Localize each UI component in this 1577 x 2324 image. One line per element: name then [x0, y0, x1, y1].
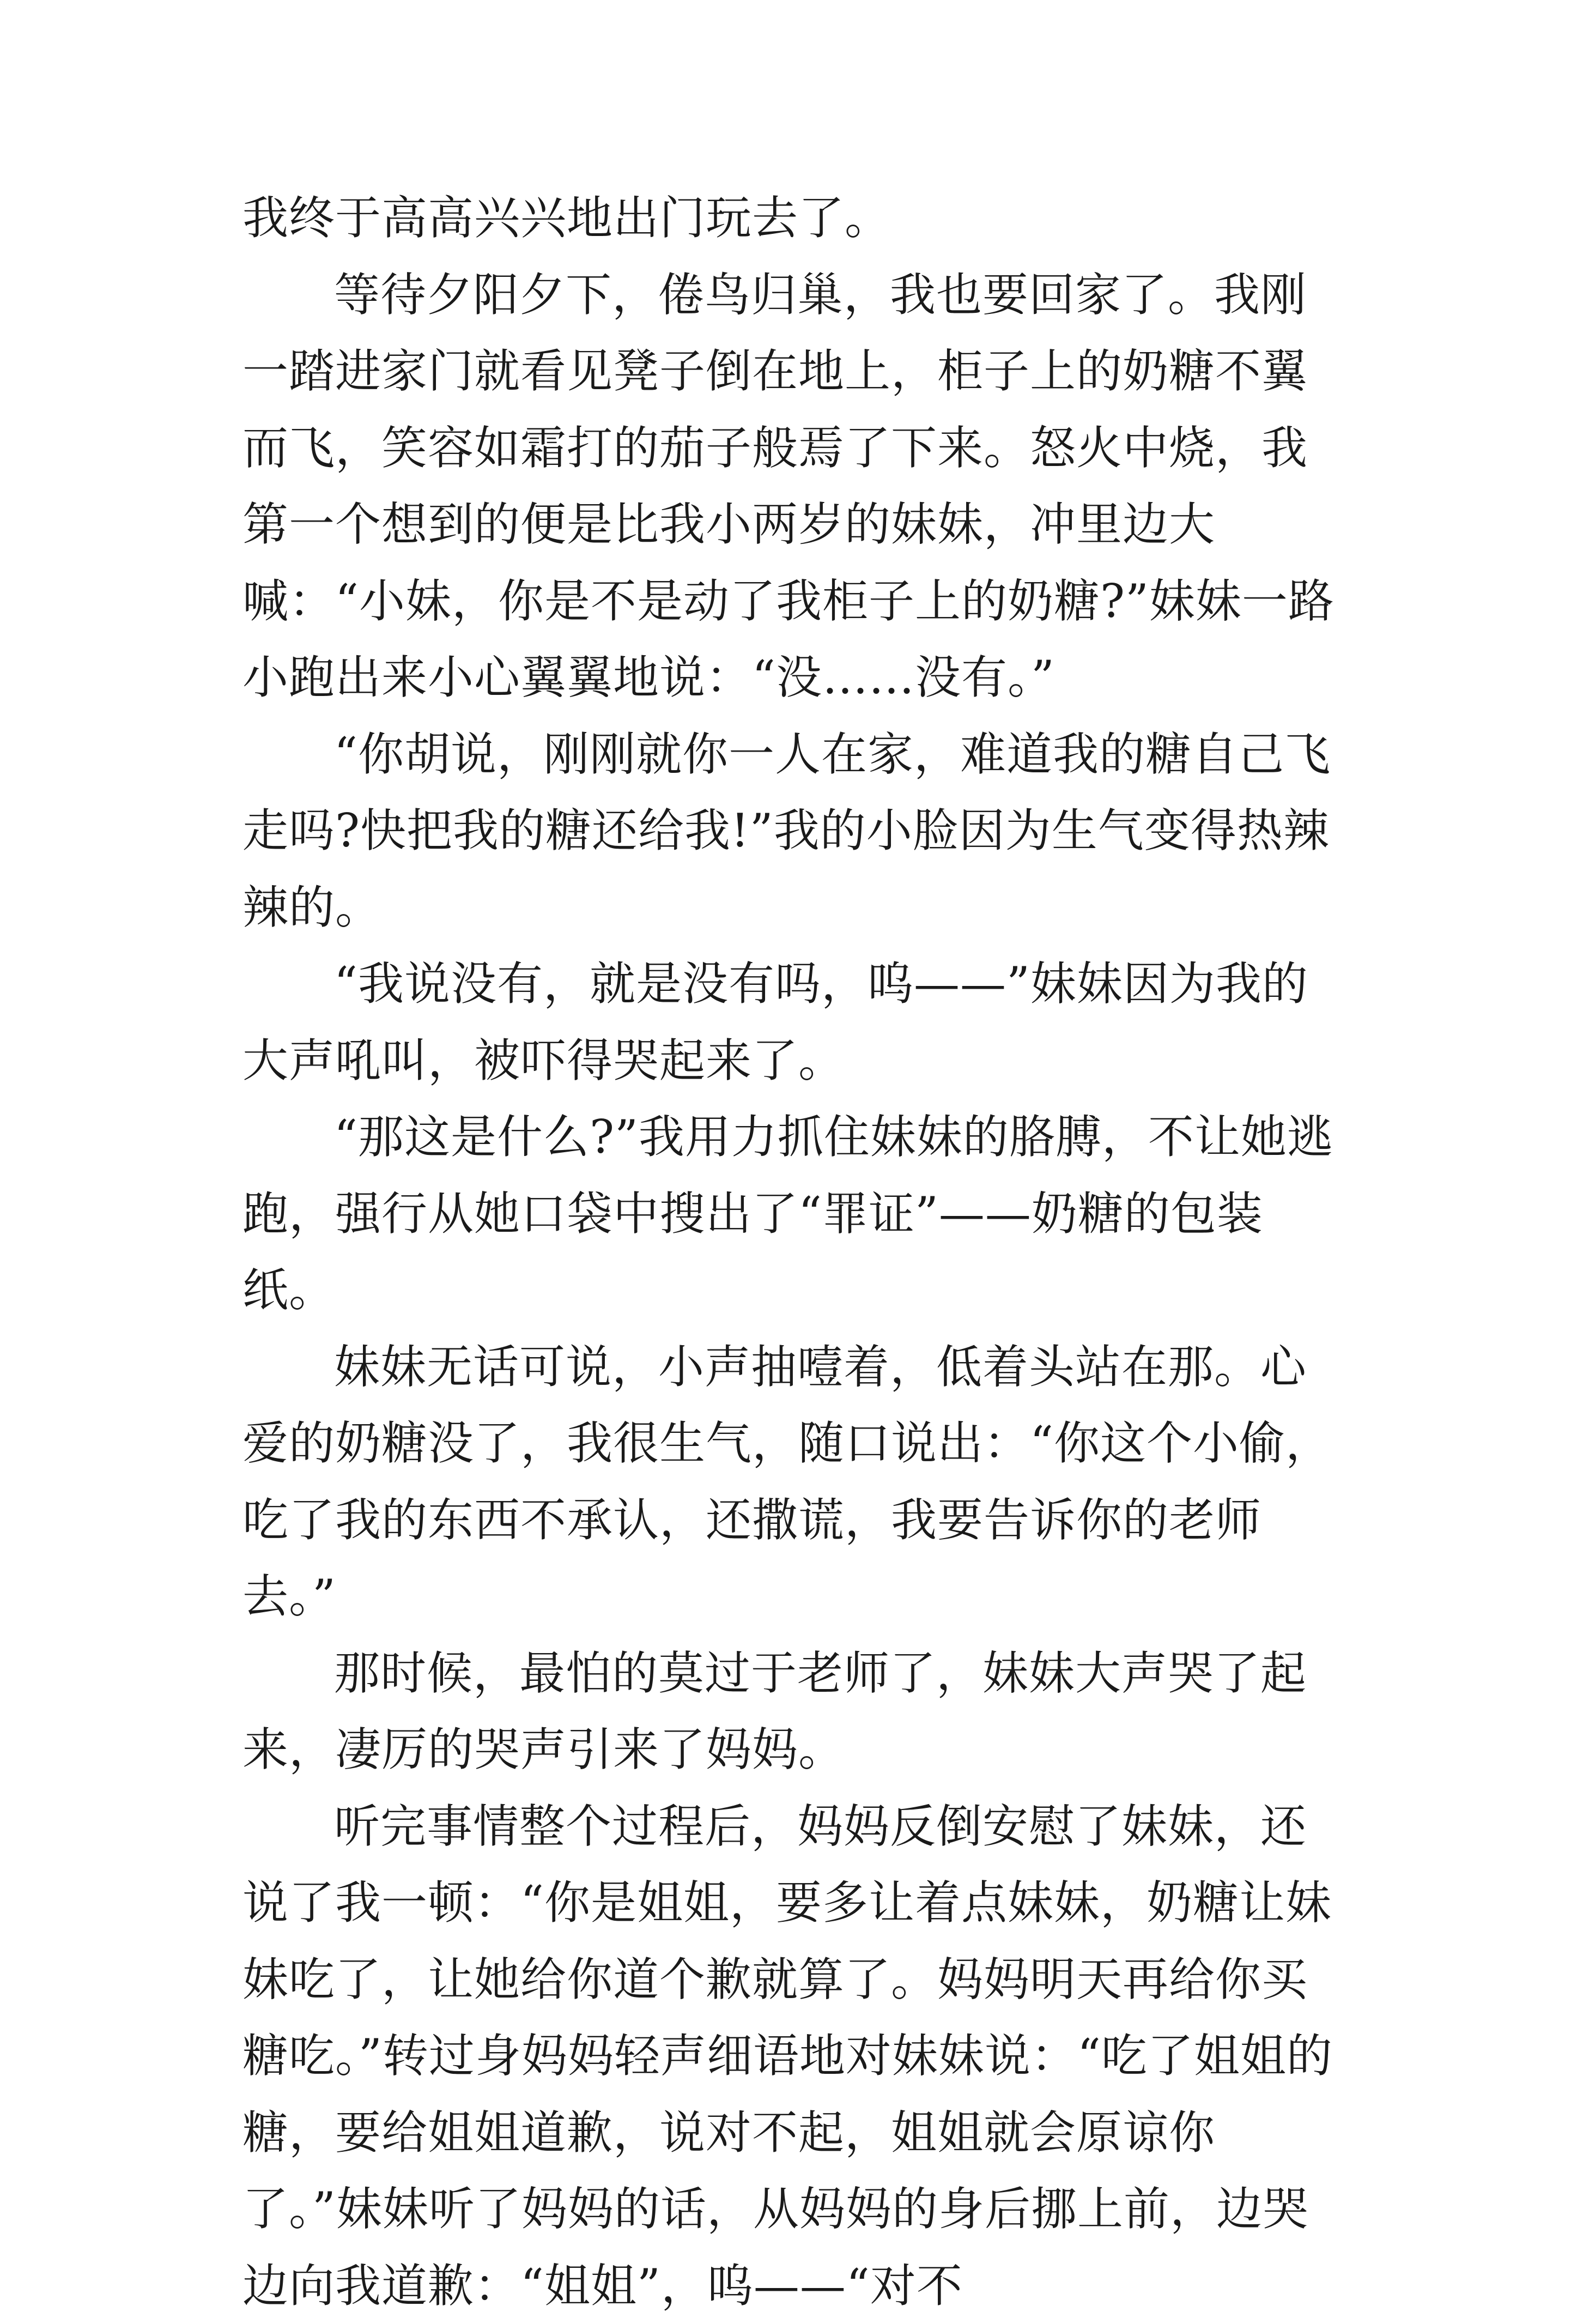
paragraph: 那时候，最怕的莫过于老师了，妹妹大声哭了起来，凄厉的哭声引来了妈妈。 [242, 1635, 1343, 1788]
paragraph: “那这是什么?”我用力抓住妹妹的胳膊，不让她逃跑，强行从她口袋中搜出了“罪证”——奶糖的包装纸。 [242, 1099, 1343, 1329]
paragraph: 听完事情整个过程后，妈妈反倒安慰了妹妹，还说了我一顿：“你是姐姐，要多让着点妹妹，奶糖让妹妹吃了，让她给你道个歉就算了。妈妈明天再给你买糖吃。”转过身妈妈轻声细语地对妹妹说：“吃了姐姐的糖，要给姐姐道歉，说对不起，姐姐就会原谅你了。”妹妹听了妈妈的话，从妈妈的身后挪上前，边哭边向我道歉：“姐姐”，呜——“对不 [242, 1788, 1343, 2324]
paragraph: “我说没有，就是没有吗，呜——”妹妹因为我的大声吼叫，被吓得哭起来了。 [242, 946, 1343, 1099]
paragraph: 等待夕阳夕下，倦鸟归巢，我也要回家了。我刚一踏进家门就看见凳子倒在地上，柜子上的奶糖不翼而飞，笑容如霜打的茄子般焉了下来。怒火中烧，我第一个想到的便是比我小两岁的妹妹，冲里边大喊：“小妹，你是不是动了我柜子上的奶糖?”妹妹一路小跑出来小心翼翼地说：“没……没有。” [242, 257, 1343, 716]
paragraph: 我终于高高兴兴地出门玩去了。 [242, 180, 1343, 257]
paragraph: 妹妹无话可说，小声抽噎着，低着头站在那。心爱的奶糖没了，我很生气，随口说出：“你这个小偷，吃了我的东西不承认，还撒谎，我要告诉你的老师去。” [242, 1329, 1343, 1635]
paragraph: “你胡说，刚刚就你一人在家，难道我的糖自己飞走吗?快把我的糖还给我!”我的小脸因为生气变得热辣辣的。 [242, 716, 1343, 946]
story-text [242, 180, 1343, 2324]
